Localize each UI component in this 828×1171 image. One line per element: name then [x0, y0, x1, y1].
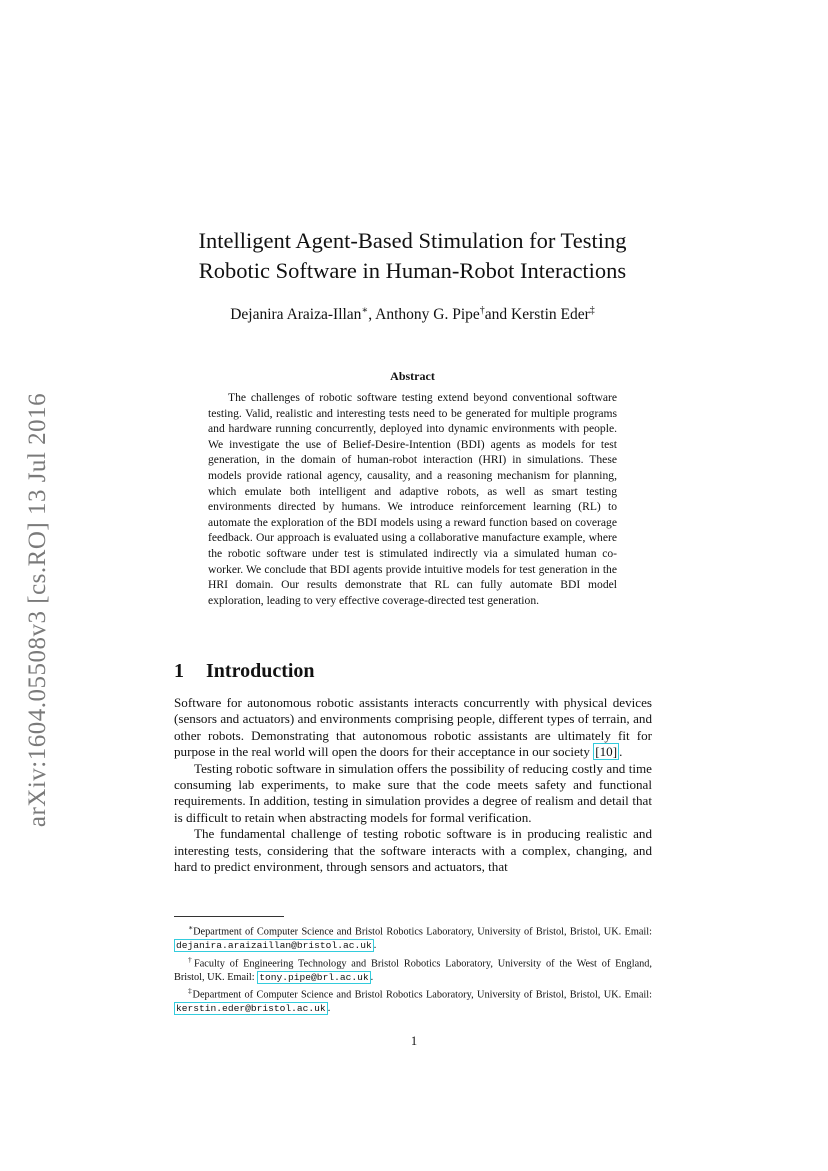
- abstract-heading: Abstract: [390, 369, 435, 383]
- abstract-text: The challenges of robotic software testing extend beyond conventional software testing. Valid, realistic and interesting tests need to be generated for multiple programs and hardware running concurrently, deployed into dynamic environments with people. We investigate the use of Belief-Desire-Intention (BDI) agents as models for test generation, in the domain of human-robot interaction (HRI) in simulations. These models provide rational agency, causality, and a reasoning mechanism for planning, which emulate both intelligent and adaptive robots, as well as smart testing environments directed by humans. We introduce reinforcement learning (RL) to automate the exploration of the BDI models using a reward function based on coverage feedback. Our approach is evaluated using a collaborative manufacture example, where the robotic software under test is stimulated indirectly via a simulated human co-worker. We conclude that BDI agents provide intuitive models for test generation in the HRI domain. Our results demonstrate that RL can fully automate BDI model exploration, leading to very effective coverage-directed test generation.: [208, 391, 617, 607]
- introduction-body: [174, 695, 652, 875]
- author-name: Anthony G. Pipe: [375, 306, 480, 324]
- footnote: [174, 921, 652, 953]
- paper-title: [160, 226, 665, 286]
- author-name: Kerstin Eder: [511, 306, 590, 324]
- author-footnote-mark: ∗: [361, 305, 369, 316]
- paper-title-line-1: Intelligent Agent-Based Stimulation for Testing: [198, 228, 627, 253]
- author-separator: and: [484, 306, 512, 324]
- paragraph-text: .: [619, 744, 623, 760]
- citation-link[interactable]: [10]: [595, 744, 618, 760]
- section-heading-introduction: [174, 659, 315, 683]
- footnote-text: Faculty of Engineering Technology and Bristol Robotics Laboratory, University of the West of England, Bristol, UK. Email:: [174, 958, 653, 983]
- footnote-end: .: [327, 1003, 331, 1015]
- body-paragraph: Testing robotic software in simulation offers the possibility of reducing costly and time consuming lab experiments, to make sure that the code meets safety and functional requirements. In addition, testing in simulation provides a degree of realism and detail that is difficult to retain when abstracting models for formal verification.: [174, 760, 652, 825]
- author-name: Dejanira Araiza-Illan: [230, 306, 362, 324]
- section-title: Introduction: [206, 660, 315, 682]
- section-number: 1: [174, 660, 184, 682]
- author-footnote-mark: ‡: [589, 305, 595, 316]
- footnote-mark: ∗: [188, 923, 194, 932]
- body-paragraph: The fundamental challenge of testing robotic software is in producing realistic and interesting tests, considering that the software interacts with a complex, changing, and hard to predict environment, through sensors and actuators, that: [174, 826, 652, 875]
- paragraph-text: Software for autonomous robotic assistants interacts concurrently with physical devices (sensors and actuators) and environments comprising people, different types of terrain, and other robots. Demonstrating that autonomous robotic assistants are ultimately fit for purpose in the real world will open the doors for their acceptance in our society: [174, 695, 652, 760]
- footnote-text: Department of Computer Science and Bristol Robotics Laboratory, University of Bristol, Bristol, UK. Email:: [192, 989, 653, 1001]
- email-link[interactable]: tony.pipe@brl.ac.uk: [259, 971, 369, 983]
- footnotes: [174, 921, 652, 1016]
- author-separator: ,: [368, 306, 376, 324]
- arxiv-identifier-stamp: arXiv:1604.05508v3 [cs.RO] 13 Jul 2016: [24, 392, 51, 828]
- footnote-end: .: [370, 971, 374, 983]
- author-list: [160, 301, 665, 325]
- email-link[interactable]: dejanira.araizaillan@bristol.ac.uk: [176, 940, 372, 952]
- body-paragraph: [174, 695, 652, 761]
- footnote-mark: ‡: [188, 986, 193, 996]
- paper-title-line-2: Robotic Software in Human-Robot Interactions: [198, 258, 627, 283]
- page-number: 1: [410, 1034, 418, 1048]
- email-link[interactable]: kerstin.eder@bristol.ac.uk: [176, 1003, 326, 1015]
- footnote-text: Department of Computer Science and Bristol Robotics Laboratory, University of Bristol, Bristol, UK. Email:: [193, 926, 652, 938]
- footnote-divider: [174, 916, 284, 917]
- author-footnote-mark: †: [479, 305, 485, 316]
- footnote-mark: †: [188, 954, 194, 964]
- footnote: [174, 984, 652, 1016]
- footnote: [174, 953, 652, 985]
- footnote-end: .: [373, 940, 377, 952]
